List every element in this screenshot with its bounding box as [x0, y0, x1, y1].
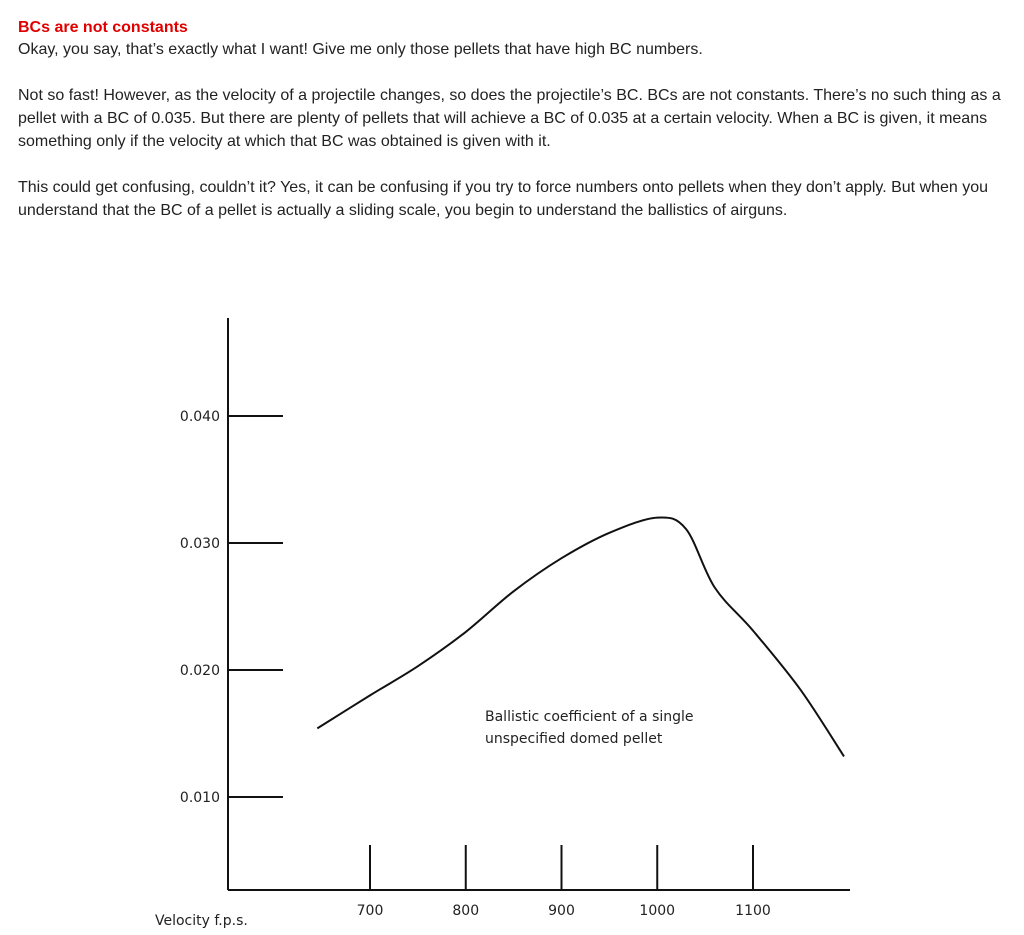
x-tick-label: 1100: [735, 903, 771, 919]
x-tick-label: 700: [356, 903, 384, 919]
y-tick-label: 0.030: [179, 536, 220, 552]
annotation-line-2: unspecified domed pellet: [485, 731, 663, 747]
x-tick-label: 900: [548, 903, 575, 919]
annotation-line-1: Ballistic coefficient of a single: [485, 709, 694, 725]
x-tick-label: 1000: [639, 903, 676, 919]
x-axis-label: Velocity f.p.s.: [155, 913, 248, 929]
ballistic-coefficient-chart: [0, 310, 1024, 935]
x-tick-label: 800: [452, 903, 480, 919]
section-heading: BCs are not constants: [18, 19, 188, 36]
paragraph-2: Not so fast! However, as the velocity of a projectile changes, so does the projectile’s BC. BCs are not constants. There’s no such thing as a pellet with a BC of 0.035. But there are plenty of pellets that will achieve a BC of 0.035 at a certain velocity. When a BC is given, it means something only if the velocity at which that BC was obtained is given with it.: [18, 87, 1001, 150]
y-tick-label: 0.040: [179, 409, 220, 425]
article: [18, 18, 1008, 245]
y-tick-label: 0.020: [179, 663, 220, 679]
paragraph-1: Okay, you say, that’s exactly what I want! Give me only those pellets that have high BC numbers.: [18, 41, 703, 58]
y-tick-label: 0.010: [179, 790, 220, 806]
paragraph-3: This could get confusing, couldn’t it? Yes, it can be confusing if you try to force numbers onto pellets when they don’t apply. But when you understand that the BC of a pellet is actually a sliding scale, you begin to understand the ballistics of airguns.: [18, 179, 989, 219]
